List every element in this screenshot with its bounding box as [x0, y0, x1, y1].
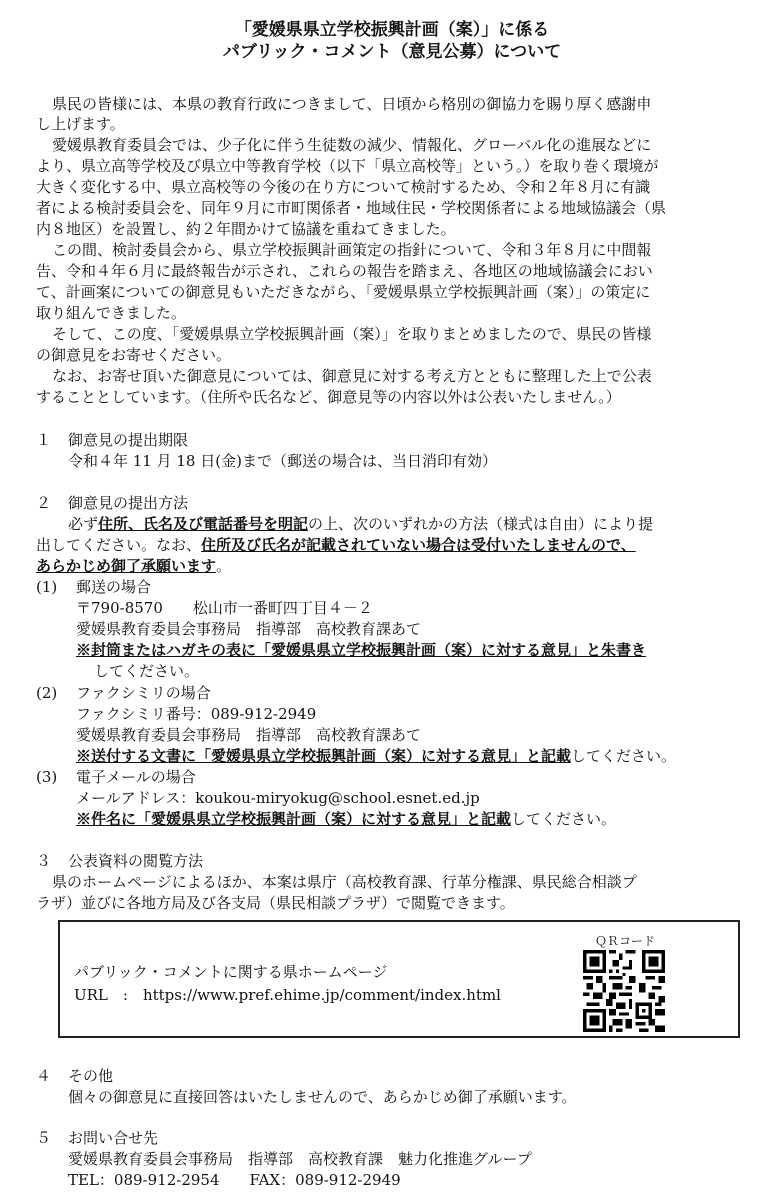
qr-code-image[interactable]: [583, 950, 665, 1032]
section1-deadline: 令和４年 11 月 18 日(金)まで（郵送の場合は、当日消印有効）: [68, 452, 497, 470]
method2-heading: ファクシミリの場合: [76, 684, 211, 702]
intro-p3-line2: 告、令和４年６月に最終報告が示され、これらの報告を踏まえ、各地区の地域協議会におい: [36, 262, 653, 280]
intro-p1-line1: 県民の皆様には、本県の教育行政につきまして、日頃から格別の御協力を賜り厚く感謝申: [52, 95, 652, 113]
section4-body: 個々の御意見に直接回答はいたしませんので、あらかじめ御了承願います。: [68, 1088, 577, 1106]
section2-number: ２: [36, 494, 52, 512]
section2-line2-emphasis: 住所及び氏名が記載されていない場合は受付いたしませんので、: [201, 536, 636, 554]
method1-note-emphasis: ※封筒またはハガキの表に「愛媛県県立学校振興計画（案）に対する意見」と朱書き: [76, 641, 647, 659]
intro-p3-line3: て、計画案についての御意見もいただきながら、「愛媛県県立学校振興計画（案）」の策定に: [36, 283, 651, 301]
intro-p4-line2: の御意見をお寄せください。: [36, 346, 232, 364]
section3-line2: ラザ）並びに各地方局及び各支局（県民相談プラザ）で閲覧できます。: [36, 894, 515, 912]
method1-address: 〒790-8570 松山市一番町四丁目４－２: [76, 599, 373, 617]
section3-line1: 県のホームページによるほか、本案は県庁（高校教育課、行革分権課、県民総合相談プ: [52, 873, 637, 891]
intro-p5-line2: することとしています。（住所や氏名など、御意見等の内容以外は公表いたしません。）: [36, 388, 621, 406]
method1-heading: 郵送の場合: [76, 578, 152, 596]
intro-p1-line2: し上げます。: [36, 115, 125, 133]
method3-number: (3): [36, 768, 58, 786]
method2-note-end: してください。: [571, 747, 677, 765]
intro-p2-line3: 大きく変化する中、県立高校等の今後の在り方について検討するため、令和２年８月に有識: [36, 178, 651, 196]
section4-heading: その他: [68, 1067, 114, 1085]
method3-note-emphasis: ※件名に「愛媛県県立学校振興計画（案）に対する意見」と記載: [76, 810, 512, 828]
homepage-url[interactable]: URL : https://www.pref.ehime.jp/comment/index.html: [74, 986, 501, 1004]
intro-p3-line1: この間、検討委員会から、県立学校振興計画策定の指針について、令和３年８月に中間報: [52, 241, 652, 259]
intro-p2-line4: 者による検討委員会を、同年９月に市町関係者・地域住民・学校関係者による地域協議会（県: [36, 199, 667, 217]
section2-line2: [36, 535, 636, 555]
section2-line1-text-a: 必ず: [68, 515, 99, 533]
section4-number: ４: [36, 1067, 52, 1085]
method1-note: [76, 640, 646, 660]
qr-code-label: ＱＲコード: [595, 934, 656, 948]
method2-number: (2): [36, 684, 58, 702]
intro-p4-line1: そして、この度、「愛媛県県立学校振興計画（案）」を取りまとめましたので、県民の皆様: [52, 325, 652, 343]
section1-heading: 御意見の提出期限: [68, 431, 189, 449]
intro-p2-line2: より、県立高等学校及び県立中等教育学校（以下「県立高校等」という。）を取り巻く環境が: [36, 157, 659, 175]
method3-email: メールアドレス：koukou-miryokug@school.esnet.ed.jp: [76, 789, 480, 807]
section2-line1-text-b: の上、次のいずれかの方法（様式は自由）により提: [308, 515, 654, 533]
method2-note-emphasis: ※送付する文書に「愛媛県県立学校振興計画（案）に対する意見」と記載: [76, 747, 572, 765]
section3-heading: 公表資料の閲覧方法: [68, 852, 204, 870]
section2-line2-text-a: 出してください。なお、: [36, 536, 202, 554]
section5-number: ５: [36, 1129, 52, 1147]
section2-line1-emphasis: 住所、氏名及び電話番号を明記: [98, 515, 309, 533]
section5-heading: お問い合せ先: [68, 1129, 159, 1147]
intro-p2-line5: 内８地区）を設置し、約２年間かけて協議を重ねてきました。: [36, 220, 456, 238]
intro-p5-line1: なお、お寄せ頂いた御意見については、御意見に対する考え方とともに整理した上で公表: [52, 367, 652, 385]
method2-fax-number: ファクシミリ番号：089-912-2949: [76, 705, 317, 723]
section2-line1: [68, 514, 653, 534]
method3-note-end: してください。: [511, 810, 617, 828]
section3-number: ３: [36, 852, 52, 870]
method1-number: (1): [36, 578, 58, 596]
section2-heading: 御意見の提出方法: [68, 494, 189, 512]
contact-phone-fax: TEL：089-912-2954 FAX：089-912-2949: [68, 1171, 401, 1189]
section2-line3-text: 。: [216, 557, 232, 575]
method2-destination: 愛媛県教育委員会事務局 指導部 高校教育課あて: [76, 726, 422, 744]
method3-note: [76, 809, 616, 829]
method1-note-end: してください。: [94, 662, 200, 680]
intro-p2-line1: 愛媛県教育委員会では、少子化に伴う生徒数の減少、情報化、グローバル化の進展などに: [52, 136, 652, 154]
intro-p3-line4: 取り組んできました。: [36, 304, 187, 322]
document-title-line1: 「愛媛県県立学校振興計画（案）」に係る: [234, 20, 550, 40]
method2-note: [76, 746, 676, 766]
section2-line3-emphasis: あらかじめ御了承願います: [36, 557, 217, 575]
method3-heading: 電子メールの場合: [76, 768, 196, 786]
document-title-line2: パブリック・コメント（意見公募）について: [222, 42, 562, 62]
contact-office: 愛媛県教育委員会事務局 指導部 高校教育課 魅力化推進グループ: [68, 1150, 532, 1168]
method1-destination: 愛媛県教育委員会事務局 指導部 高校教育課あて: [76, 620, 422, 638]
section2-line3: [36, 556, 231, 576]
section1-number: １: [36, 431, 52, 449]
homepage-box-title: パブリック・コメントに関する県ホームページ: [74, 963, 388, 981]
